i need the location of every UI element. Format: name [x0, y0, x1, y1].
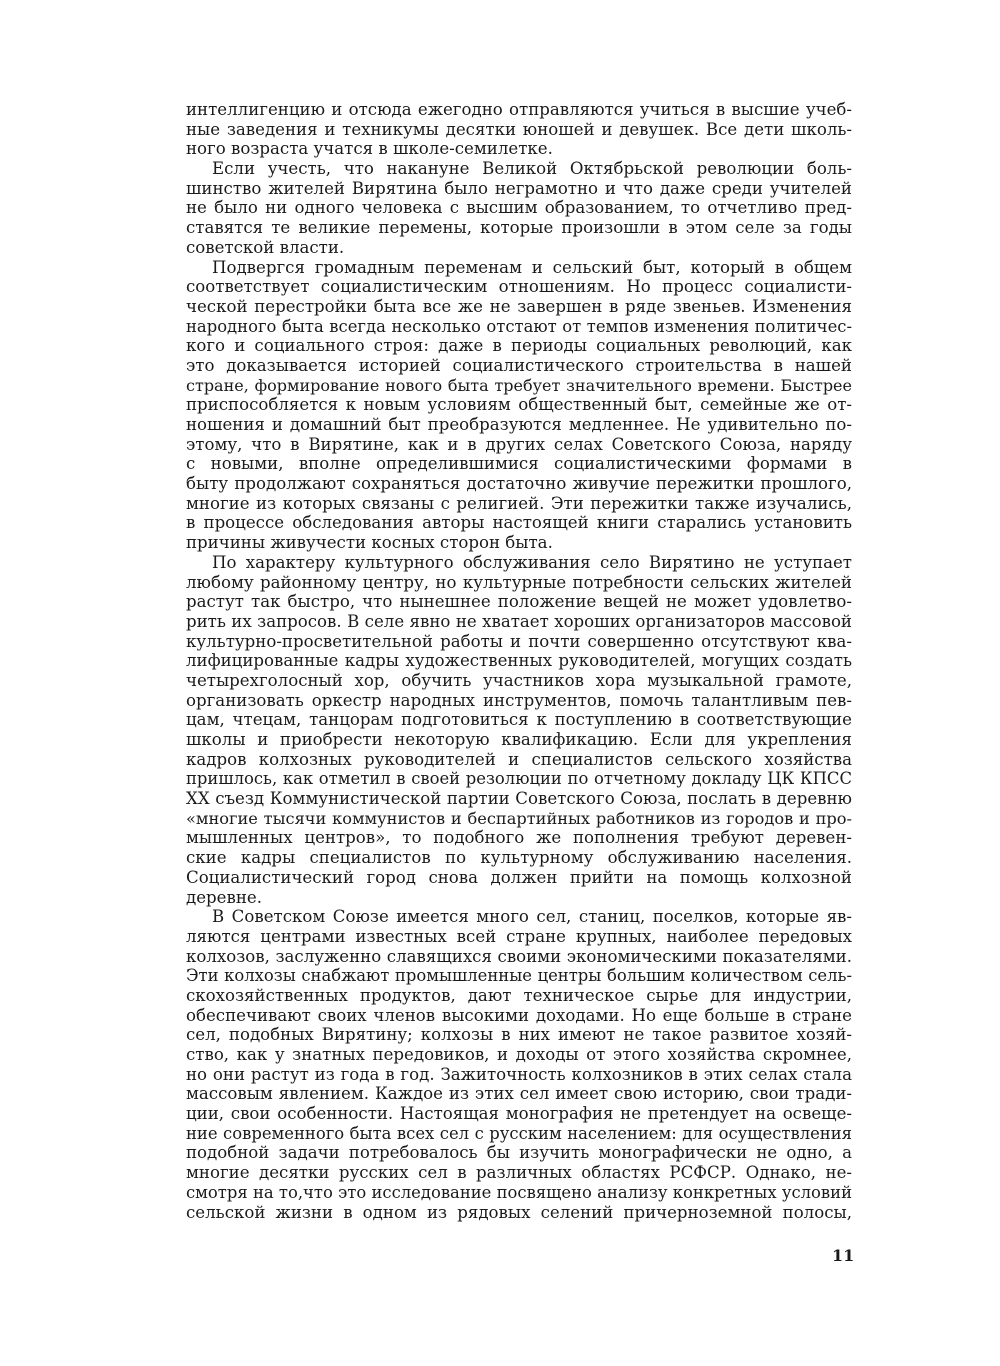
text-line: В Советском Союзе имеется много сел, станиц, поселков, которые яв- [212, 907, 852, 927]
text-line: это доказывается историей социалистического строительства в нашей [186, 355, 852, 375]
text-line: шинство жителей Вирятина было неграмотно и что даже среди учителей [186, 178, 852, 198]
text-line: ние современного быта всех сел с русским населением: для осуществления [186, 1123, 852, 1143]
text-line: советской власти. [186, 237, 345, 257]
text-line: культурно-просветительной работы и почти совершенно отсутствуют ква- [186, 631, 852, 651]
text-line: мышленных центров», то подобного же пополнения требуют деревен- [186, 828, 852, 848]
text-line: массовым явлением. Каждое из этих сел имеет свою историю, свои тради- [186, 1084, 852, 1104]
text-line: ляются центрами известных всей стране крупных, наиболее передовых [186, 926, 852, 946]
text-line: Социалистический город снова должен прийти на помощь колхозной [186, 867, 852, 887]
text-line: с новыми, вполне определившимися социалистическими формами в [186, 454, 852, 474]
text-line: стране, формирование нового быта требует значительного времени. Быстрее [186, 375, 852, 395]
text-line: кого и социального строя: даже в периоды социальных революций, как [186, 336, 852, 356]
text-line: любому районному центру, но культурные потребности сельских жителей [186, 572, 852, 592]
body-text [186, 100, 852, 1222]
text-line: кадров колхозных руководителей и специалистов сельского хозяйства [186, 749, 852, 769]
text-line: ношения и домашний быт преобразуются медленнее. Не удивительно по- [186, 415, 852, 434]
text-line: Эти колхозы снабжают промышленные центры большим количеством сель- [186, 966, 852, 986]
text-line: растут так быстро, что нынешнее положение вещей не может удовлетво- [186, 592, 852, 612]
text-line: причины живучести косных сторон быта. [186, 533, 553, 553]
text-line: рить их запросов. В селе явно не хватает хороших организаторов массовой [186, 611, 852, 631]
text-line: соответствует социалистическим отношениям. Но процесс социалисти- [186, 277, 852, 297]
text-line: По характеру культурного обслуживания село Вирятино не уступает [212, 552, 852, 572]
text-line: ного возраста учатся в школе-семилетке. [186, 139, 553, 159]
text-line: ции, свои особенности. Настоящая монография не претендует на освеще- [186, 1104, 852, 1124]
text-line: в процессе обследования авторы настоящей книги старались установить [186, 513, 852, 533]
text-line: быту продолжают сохраняться достаточно живучие пережитки прошлого, [186, 474, 852, 494]
text-line: скохозяйственных продуктов, дают техническое сырье для индустрии, [186, 985, 852, 1005]
text-line: приспособляется к новым условиям общественный быт, семейные же от- [186, 395, 852, 415]
text-line: пришлось, как отметил в своей резолюции по отчетному докладу ЦК КПСС [186, 769, 852, 789]
text-line: организовать оркестр народных инструментов, помочь талантливым пев- [186, 690, 852, 710]
text-line: Если учесть, что накануне Великой Октябрьской революции боль- [212, 159, 852, 179]
text-line: не было ни одного человека с высшим образованием, то отчетливо пред- [186, 198, 852, 218]
text-line: «многие тысячи коммунистов и беспартийных работников из городов и про- [186, 808, 852, 828]
text-line: Подвергся громадным переменам и сельский быт, который в общем [212, 257, 852, 277]
text-line: многие десятки русских сел в различных областях РСФСР. Однако, не- [186, 1163, 852, 1183]
text-line: колхозов, заслуженно славящихся своими экономическими показателями. [186, 946, 852, 966]
text-line: сел, подобных Вирятину; колхозы в них имеют не такое развитое хозяй- [186, 1025, 852, 1045]
text-line: сельской жизни в одном из рядовых селений причерноземной полосы, [186, 1202, 852, 1222]
text-line: смотря на то,что это исследование посвящено анализу конкретных условий [186, 1182, 852, 1202]
text-line: четырехголосный хор, обучить участников хора музыкальной грамоте, [186, 670, 852, 690]
text-line: деревне. [186, 887, 262, 907]
text-line: школы и приобрести некоторую квалификацию. Если для укрепления [186, 730, 852, 749]
text-line: XX съезд Коммунистической партии Советского Союза, послать в деревню [186, 789, 852, 809]
text-line: этому, что в Вирятине, как и в других селах Советского Союза, наряду [186, 434, 852, 454]
text-line: интеллигенцию и отсюда ежегодно отправляются учиться в высшие учеб- [186, 100, 852, 119]
text-line: ставятся те великие перемены, которые произошли в этом селе за годы [186, 218, 852, 238]
text-line: многие из которых связаны с религией. Эти пережитки также изучались, [186, 493, 852, 513]
text-line: подобной задачи потребовалось бы изучить монографически не одно, а [186, 1143, 852, 1163]
text-line: ческой перестройки быта все же не завершен в ряде звеньев. Изменения [186, 296, 852, 316]
text-line: но они растут из года в год. Зажиточность колхозников в этих селах стала [186, 1064, 852, 1084]
text-line: ные заведения и техникумы десятки юношей и девушек. Все дети школь- [186, 119, 852, 139]
text-line: ские кадры специалистов по культурному обслуживанию населения. [186, 848, 852, 868]
page-number: 11 [832, 1246, 855, 1265]
text-line: народного быта всегда несколько отстают от темпов изменения политичес- [186, 316, 852, 336]
text-line: ство, как у знатных передовиков, и доходы от этого хозяйства скромнее, [186, 1045, 852, 1064]
text-line: лифицированные кадры художественных руководителей, могущих создать [186, 651, 852, 671]
text-line: цам, чтецам, танцорам подготовиться к поступлению в соответствующие [186, 710, 852, 730]
text-line: обеспечивают своих членов высокими доходами. Но еще больше в стране [186, 1005, 852, 1025]
